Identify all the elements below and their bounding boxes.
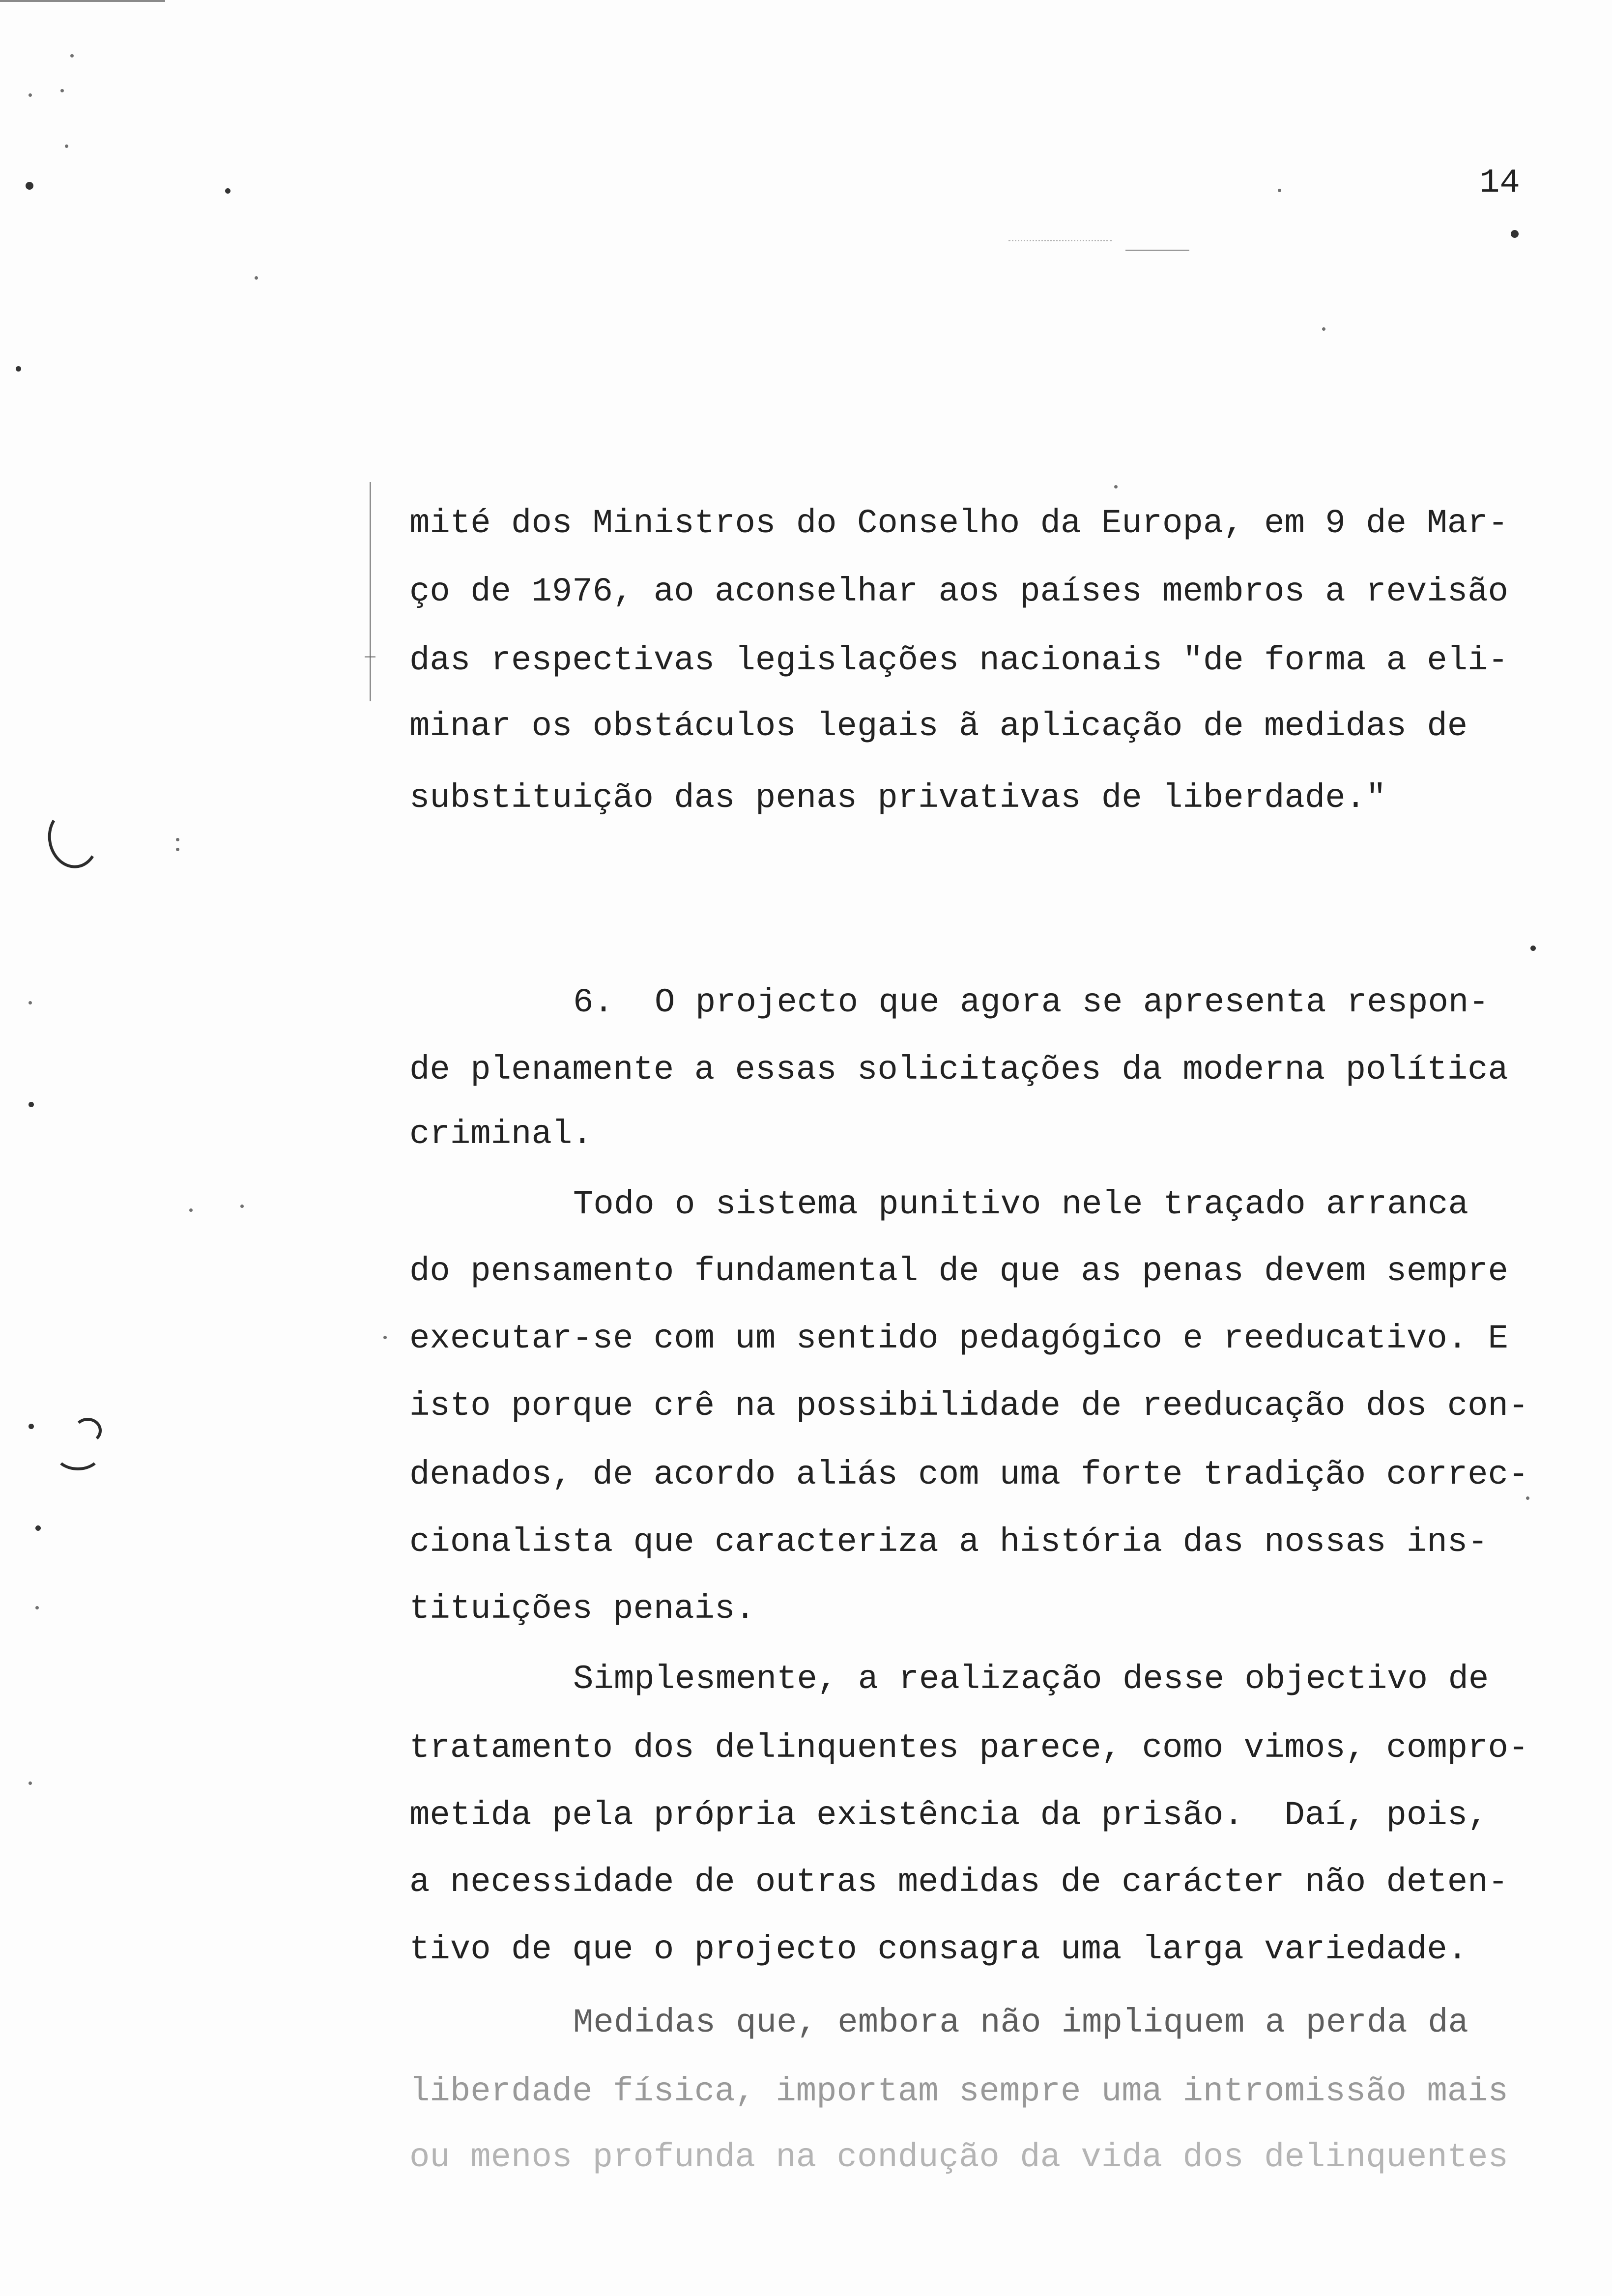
scan-speck <box>1114 485 1118 488</box>
binder-margin-line <box>370 482 371 701</box>
text-line: Medidas que, embora não impliquem a perda da <box>573 2004 1468 2042</box>
scan-speck <box>29 1001 32 1004</box>
scan-speck <box>65 144 68 148</box>
scan-speck <box>29 93 32 97</box>
scan-speck <box>255 276 258 280</box>
scan-speck <box>35 1606 39 1609</box>
text-line: executar-se com um sentido pedagógico e reeducativo. E <box>409 1320 1508 1358</box>
text-line: Simplesmente, a realização desse objectivo de <box>573 1660 1489 1698</box>
scan-speck <box>1530 946 1536 951</box>
scan-speck <box>176 848 179 851</box>
scan-speck <box>383 1336 387 1339</box>
section-number: 6. <box>573 983 614 1022</box>
text-line: O projecto que agora se apresenta respon- <box>655 983 1489 1022</box>
scan-speck <box>70 54 74 57</box>
scan-speck <box>1278 189 1281 192</box>
text-line: Todo o sistema punitivo nele traçado arranca <box>573 1185 1468 1224</box>
scan-speck <box>29 1424 34 1429</box>
scan-speck <box>176 838 179 841</box>
scan-dotted-trace <box>1008 240 1112 241</box>
punch-hole-mark <box>43 804 103 872</box>
text-line: tituições penais. <box>409 1590 755 1628</box>
text-line: denados, de acordo aliás com uma forte tradição correc- <box>409 1456 1529 1494</box>
scan-speck <box>1511 230 1519 238</box>
page-number: 14 <box>1479 164 1520 202</box>
text-line: tratamento dos delinquentes parece, como vimos, compro- <box>409 1729 1529 1767</box>
text-line: a necessidade de outras medidas de carácter não deten- <box>409 1863 1508 1901</box>
text-line: ou menos profunda na condução da vida dos delinquentes <box>409 2138 1508 2177</box>
text-line: liberdade física, importam sempre uma intromissão mais <box>409 2072 1508 2111</box>
text-line: minar os obstáculos legais ã aplicação de medidas de <box>409 707 1468 746</box>
text-line: do pensamento fundamental de que as penas devem sempre <box>409 1252 1508 1291</box>
scan-speck <box>240 1205 244 1208</box>
text-line: metida pela própria existência da prisão. Daí, pois, <box>409 1796 1488 1835</box>
text-line: das respectivas legislações nacionais "de forma a eli- <box>409 641 1508 680</box>
text-line: cionalista que caracteriza a história das nossas ins- <box>409 1523 1488 1561</box>
scan-speck <box>1322 327 1325 331</box>
text-line: criminal. <box>409 1115 593 1153</box>
text-line: isto porque crê na possibilidade de reeducação dos con- <box>409 1387 1529 1425</box>
scan-dash-trace <box>1125 250 1189 251</box>
scan-speck <box>29 1781 32 1785</box>
text-line: mité dos Ministros do Conselho da Europa, em 9 de Mar- <box>409 504 1508 543</box>
text-line: tivo de que o projecto consagra uma larga variedade. <box>409 1930 1468 1969</box>
binder-margin-tick <box>365 656 375 658</box>
scan-speck <box>35 1525 41 1531</box>
text-line: substituição das penas privativas de liberdade." <box>409 779 1386 817</box>
scan-speck <box>29 1102 34 1107</box>
text-line: ço de 1976, ao aconselhar aos países membros a revisão <box>409 573 1508 611</box>
scan-speck <box>16 366 21 372</box>
scan-speck <box>60 89 64 92</box>
scan-edge-line <box>0 0 165 2</box>
scan-speck <box>225 188 230 194</box>
text-line: de plenamente a essas solicitações da moderna política <box>409 1051 1508 1089</box>
scan-speck <box>189 1208 193 1212</box>
punch-hole-mark <box>54 1435 102 1470</box>
scan-speck <box>26 182 33 190</box>
